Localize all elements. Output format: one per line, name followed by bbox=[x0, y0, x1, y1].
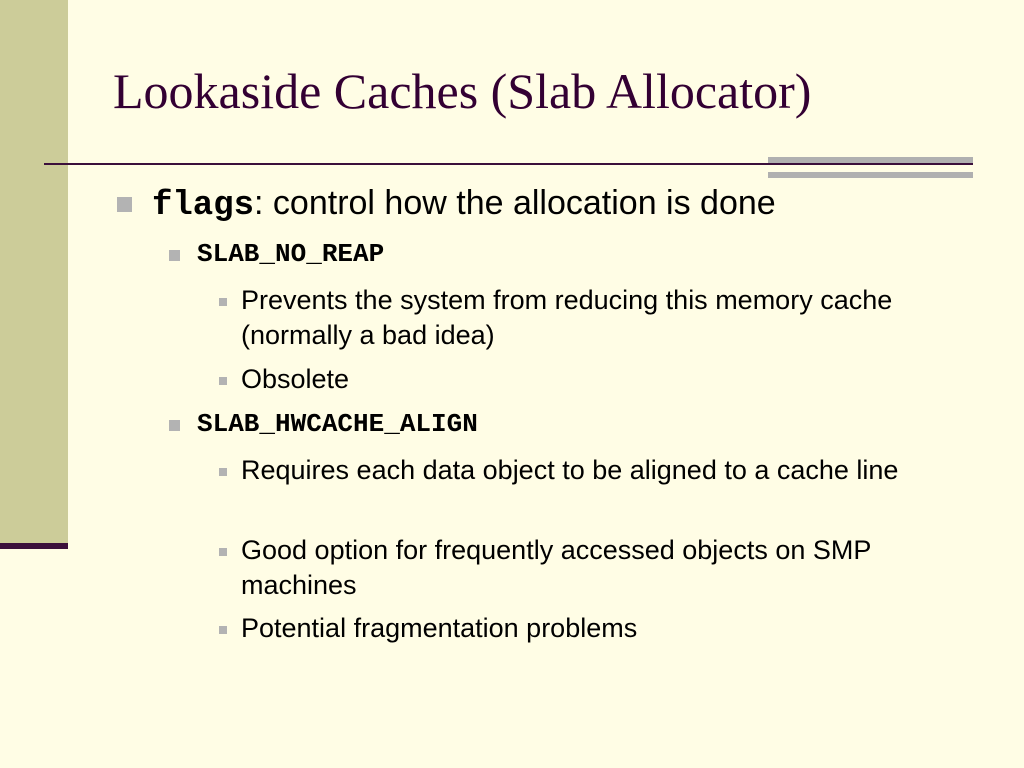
bullet-square-l3 bbox=[219, 626, 227, 634]
bullet-square-l3 bbox=[219, 468, 227, 476]
bullet-smp-machines: Good option for frequently accessed objects on SMP machines bbox=[241, 535, 871, 600]
bullet-slab-hwcache-align: SLAB_HWCACHE_ALIGN bbox=[197, 409, 478, 439]
flags-term: flags bbox=[152, 187, 255, 225]
flags-description: control how the allocation is done bbox=[263, 184, 776, 222]
bullet-obsolete: Obsolete bbox=[241, 364, 350, 394]
bullet-aligned-cache-line: Requires each data object to be aligned to a cache line bbox=[241, 455, 899, 485]
flags-colon: : bbox=[254, 184, 264, 222]
bullet-flags bbox=[152, 185, 776, 225]
bullet-square-l1 bbox=[117, 197, 132, 212]
bullet-square-l3 bbox=[219, 298, 227, 306]
bullet-square-l2 bbox=[169, 250, 180, 261]
bullet-square-l3 bbox=[219, 377, 227, 385]
bullet-slab-no-reap: SLAB_NO_REAP bbox=[197, 239, 385, 269]
slide-title: Lookaside Caches (Slab Allocator) bbox=[113, 63, 812, 119]
bullet-square-l2 bbox=[169, 420, 180, 431]
bullet-square-l3 bbox=[219, 548, 227, 556]
bullet-prevents-reducing: Prevents the system from reducing this memory cache (normally a bad idea) bbox=[241, 285, 893, 350]
bullet-fragmentation: Potential fragmentation problems bbox=[241, 613, 638, 643]
